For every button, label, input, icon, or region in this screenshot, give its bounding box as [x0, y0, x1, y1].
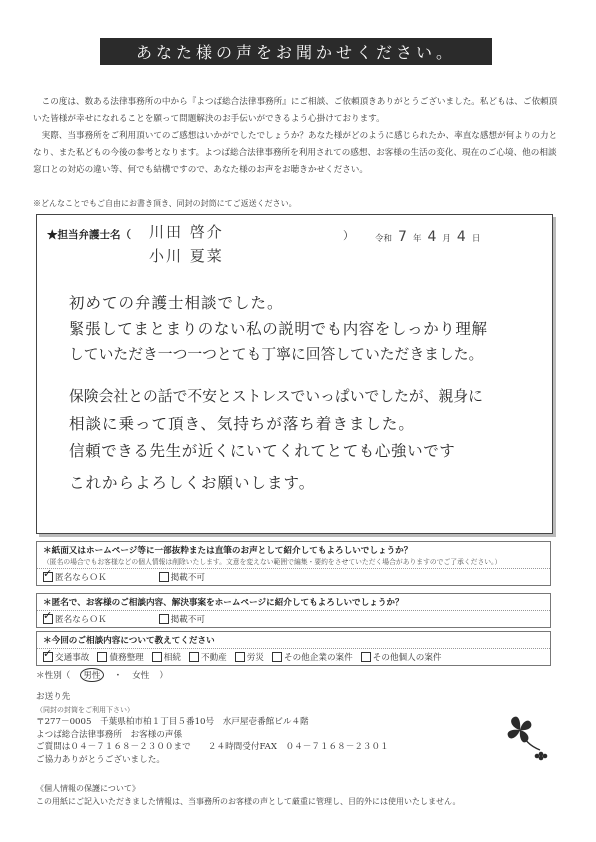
- q3-option[interactable]: [152, 651, 181, 663]
- q3-option-label: 不動産: [200, 653, 227, 663]
- checkbox-icon[interactable]: [361, 652, 371, 662]
- instruction-note: ※どんなことでもご自由にお書き頂き、同封の封筒にてご返送ください。: [33, 199, 297, 208]
- feedback-line: していただき一つ一つとても丁寧に回答していただきました。: [69, 346, 484, 363]
- address-block: [36, 691, 389, 767]
- feedback-line: 保険会社との話で不安とストレスでいっぱいでしたが、親身に: [69, 388, 483, 405]
- feedback-box[interactable]: [36, 214, 553, 534]
- date-era: 令和: [375, 234, 393, 244]
- q3-option-label: 労災: [246, 653, 264, 663]
- gender-field: [36, 668, 168, 682]
- gender-close: ）: [159, 671, 169, 681]
- privacy-notice: [36, 782, 460, 808]
- address-heading: お送り先: [36, 692, 71, 702]
- address-line: 〒277－0005 千葉県柏市柏１丁目５番10号 水戸屋壱番館ビル４階: [36, 717, 309, 728]
- lawyer-name-1: 川田 啓介: [149, 223, 224, 241]
- q1-option-ok-label: 匿名ならＯＫ: [55, 573, 107, 583]
- feedback-line: 初めての弁護士相談でした。: [69, 294, 284, 312]
- checkbox-icon[interactable]: [152, 652, 162, 662]
- checkbox-checked-icon[interactable]: [43, 614, 53, 624]
- q1-option-ok[interactable]: [43, 571, 107, 583]
- q3-option[interactable]: [235, 651, 264, 663]
- q2-option-ok-label: 匿名ならＯＫ: [55, 615, 107, 625]
- question-2-options: [37, 610, 550, 627]
- checkbox-checked-icon[interactable]: [43, 572, 53, 582]
- thanks-text: ご協力ありがとうございました。: [36, 754, 165, 765]
- question-1: [36, 541, 551, 586]
- privacy-text: この用紙にご記入いただきました情報は、当事務所のお客様の声として厳重に管理し、目的外には使用いたしません。: [36, 797, 461, 806]
- question-1-title: ＊紙面又はホームページ等に一部抜粋または直筆のお声として紹介してもよろしいでしょうか？: [43, 546, 413, 556]
- intro-paragraph-2: 実際、当事務所をご利用頂いてのご感想はいかがでしたでしょうか？あなた様がどのように感じられたか、率直な感想が何よりの力となり、また私どもの今後の参考となります。よつば総合法律事務所を利用されての感想、お客様の生活の変化、現在のご心境、他の相談窓口との対応の違い等、何でも結構ですので、あなた様のお声をお聴きかせください。: [33, 131, 558, 175]
- date-month-unit: 月: [442, 234, 451, 244]
- q3-option-label: 交通事故: [55, 653, 90, 663]
- q2-option-ng[interactable]: [159, 613, 205, 625]
- checkbox-icon[interactable]: [272, 652, 282, 662]
- q1-option-ng[interactable]: [159, 571, 205, 583]
- intro-paragraph-1: この度は、数ある法律事務所の中から『よつば総合法律事務所』にご相談、ご依頼頂きありがとうございました。私どもは、ご依頼頂いた皆様が幸せになれることを願って問題解決のお手伝いができるよう心掛けております。: [33, 97, 558, 124]
- question-1-note: （匿名の場合でもお客様などの個人情報は削除いたします。文意を変えない範囲で編集・要約をさせていただく場合がありますのでご了承ください。）: [43, 558, 502, 566]
- address-note: （同封の封筒をご利用下さい）: [36, 705, 134, 714]
- intro-text: [33, 94, 565, 179]
- address-recipient: よつば総合法律事務所 お客様の声係: [36, 729, 183, 740]
- page-title: あなた様の声をお聞かせください。: [100, 38, 492, 65]
- checkbox-icon[interactable]: [235, 652, 245, 662]
- q3-option-label: 債務整理: [109, 653, 144, 663]
- lawyer-label: ★担当弁護士名（: [47, 229, 131, 241]
- question-1-options: [37, 568, 550, 585]
- gender-label: ＊性別（: [36, 671, 71, 681]
- q3-option-label: 相続: [163, 653, 181, 663]
- contact-numbers: ご質問は０４－７１６８－２３００まで ２４時間受付FAX ０４－７１６８－２３０１: [36, 742, 389, 753]
- gender-separator: ・: [113, 671, 123, 681]
- lawyer-name-2: 小川 夏菜: [149, 247, 224, 265]
- question-1-text: [37, 542, 550, 568]
- date-day: 4: [456, 229, 466, 245]
- checkbox-icon[interactable]: [97, 652, 107, 662]
- q1-option-ng-label: 掲載不可: [170, 573, 205, 583]
- clover-icon: [500, 708, 550, 764]
- checkbox-icon[interactable]: [189, 652, 199, 662]
- date-year-unit: 年: [412, 234, 422, 244]
- q3-option[interactable]: [361, 651, 442, 663]
- q3-option-label: その他個人の案件: [372, 653, 442, 663]
- question-3-options: [37, 648, 550, 665]
- question-2-title: ＊匿名で、お客様のご相談内容、解決事案をホームページに紹介してもよろしいでしょうか？: [43, 598, 404, 608]
- question-3: [36, 631, 551, 666]
- q2-option-ng-label: 掲載不可: [170, 615, 205, 625]
- q3-option[interactable]: [272, 651, 353, 663]
- feedback-line: 相談に乗って頂き、気持ちが落ち着きました。: [69, 415, 415, 433]
- feedback-line: 緊張してまとまりのない私の説明でも内容をしっかり理解: [69, 320, 488, 338]
- date-day-unit: 日: [471, 234, 481, 244]
- date: [375, 229, 480, 245]
- gender-male-selected[interactable]: 男性: [80, 668, 103, 682]
- q3-option-label: その他企業の案件: [283, 653, 353, 663]
- feedback-line: これからよろしくお願いします。: [69, 474, 316, 492]
- gender-female[interactable]: 女性: [132, 671, 150, 681]
- q3-option[interactable]: [189, 651, 227, 663]
- checkbox-icon[interactable]: [159, 614, 169, 624]
- date-year: 7: [398, 229, 407, 245]
- checkbox-checked-icon[interactable]: [43, 652, 53, 662]
- q3-option[interactable]: [43, 651, 89, 663]
- checkbox-icon[interactable]: [159, 572, 169, 582]
- privacy-heading: 《個人情報の保護について》: [36, 784, 140, 793]
- lawyer-paren-close: ）: [343, 229, 354, 242]
- date-month: 4: [427, 229, 437, 245]
- question-3-title: ＊今回のご相談内容について教えてください: [43, 636, 215, 646]
- q2-option-ok[interactable]: [43, 613, 107, 625]
- question-2: [36, 593, 551, 628]
- q3-option[interactable]: [97, 651, 143, 663]
- feedback-line: 信頼できる先生が近くにいてくれてとても心強いです: [69, 442, 456, 460]
